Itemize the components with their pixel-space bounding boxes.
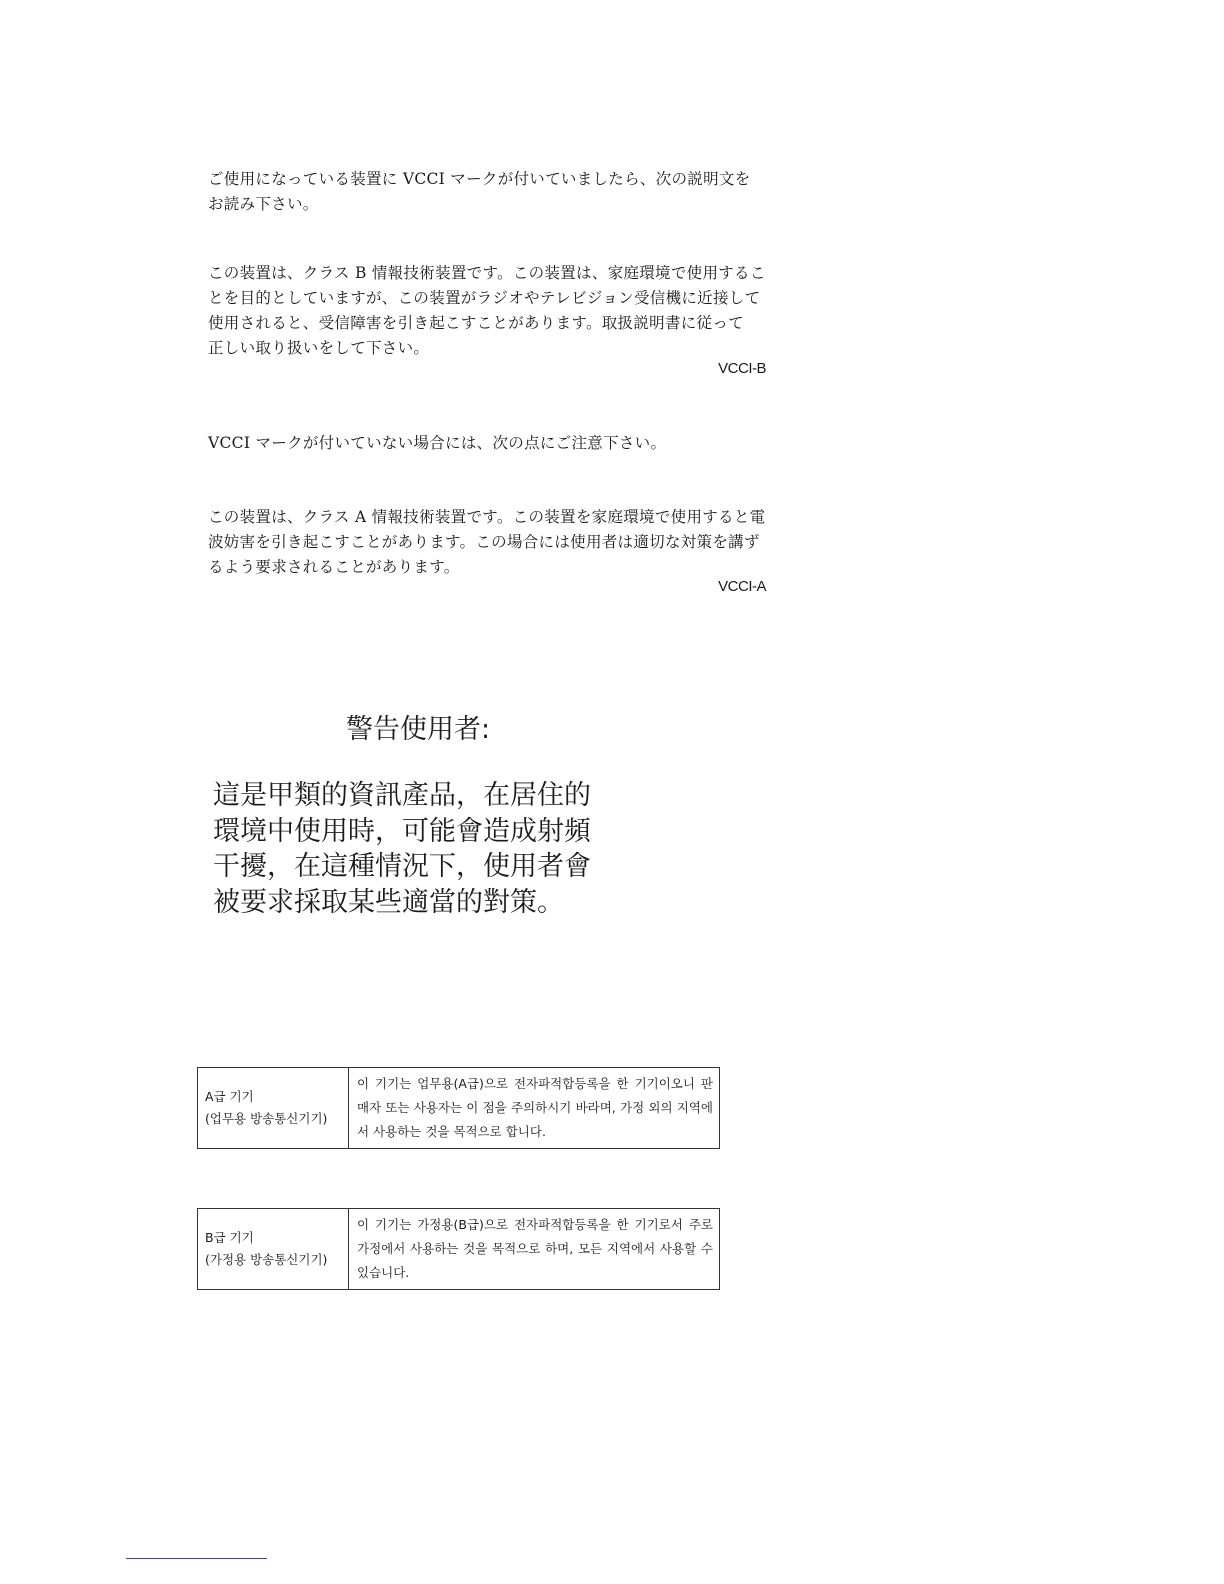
text-line: とを目的としていますが、この装置がラジオやテレビジョン受信機に近接して [208,289,761,307]
text-line: 被要求採取某些適當的對策。 [213,886,564,918]
class-name: B급 기기 [205,1230,254,1245]
vcci-b-tag: VCCI-B [718,360,766,377]
text-line: 環境中使用時，可能會造成射頻 [213,815,591,847]
text-line: お読み下さい。 [208,195,319,213]
vcci-class-b-notice [208,261,768,361]
text-line: るよう要求されることがあります。 [208,558,460,576]
text-line: 這是甲類的資訊產品，在居住的 [213,780,591,811]
taiwan-warning-body [213,778,623,920]
text-line: この装置は、クラス B 情報技術装置です。この装置は、家庭環境で使用するこ [208,264,766,282]
class-label-cell [198,1209,349,1290]
footnote-divider [126,1558,267,1559]
vcci-class-a-notice [208,505,768,580]
class-description-cell: 이 기기는 업무용(A급)으로 전자파적합등록을 한 기기이오니 판매자 또는 사용자는 이 점을 주의하시기 바라며, 가정 외의 지역에서 사용하는 것을 목적으로 합니다. [349,1068,720,1149]
vcci-intro-b [208,167,768,217]
class-name: A급 기기 [205,1089,254,1104]
text-line: ご使用になっている装置に VCCI マークが付いていましたら、次の説明文を [208,170,751,188]
vcci-a-tag: VCCI-A [718,578,766,595]
table-row [198,1209,720,1290]
text-line: 使用されると、受信障害を引き起こすことがあります。取扱説明書に従って [208,314,744,332]
class-usage: (업무용 방송통신기기) [205,1111,328,1126]
korea-class-b-table [197,1208,720,1290]
text-line: 波妨害を引き起こすことがあります。この場合には使用者は適切な対策を講ず [208,533,760,551]
table-row [198,1068,720,1149]
text-line: 正しい取り扱いをして下さい。 [208,339,430,357]
taiwan-warning-title: 警告使用者: [346,714,491,745]
class-usage: (가정용 방송통신기기) [205,1252,328,1267]
text-line: 干擾，在這種情況下，使用者會 [213,851,591,882]
class-description-cell: 이 기기는 가정용(B급)으로 전자파적합등록을 한 기기로서 주로 가정에서 사용하는 것을 목적으로 하며, 모든 지역에서 사용할 수 있습니다. [349,1209,720,1290]
class-label-cell [198,1068,349,1149]
vcci-intro-a: VCCI マークが付いていない場合には、次の点にご注意下さい。 [208,434,667,452]
text-line: この装置は、クラス A 情報技術装置です。この装置を家庭環境で使用すると電 [208,508,766,526]
korea-class-a-table [197,1067,720,1149]
